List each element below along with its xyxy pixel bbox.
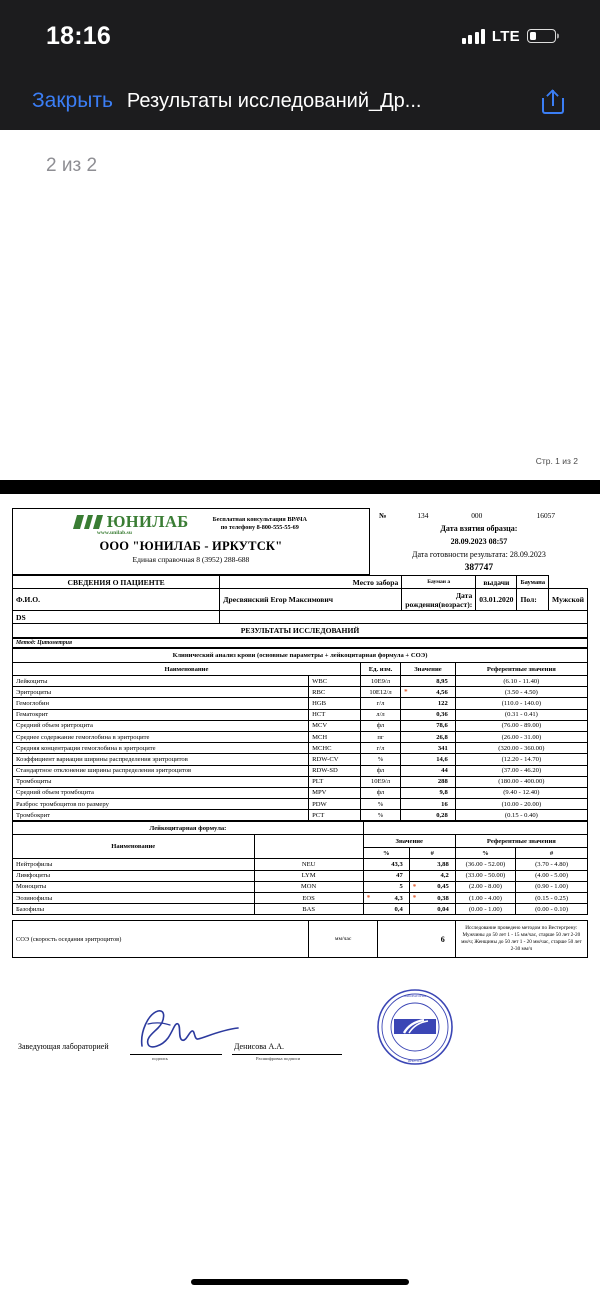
company-name: ООО "ЮНИЛАБ - ИРКУТСК" — [99, 539, 283, 553]
page-counter: 2 из 2 — [46, 155, 98, 176]
leuko-row-pct — [363, 904, 409, 915]
ds-value — [220, 611, 588, 624]
leuko-row-abs — [409, 881, 455, 892]
row-label: Гематокрит — [13, 709, 309, 720]
row-label: Гемоглобин — [13, 698, 309, 709]
row-unit: 10E9/л — [360, 676, 400, 687]
report-header — [12, 508, 588, 575]
row-value-text: 0,36 — [436, 711, 448, 719]
table-row — [13, 731, 588, 742]
row-value-text: 4,56 — [436, 688, 448, 696]
ds-label: DS — [13, 611, 220, 624]
leuko-row-abbr: EOS — [254, 893, 363, 904]
patient-section-title: СВЕДЕНИЯ О ПАЦИЕНТЕ — [13, 576, 220, 589]
leuko-row-ref-pct: (0.00 - 1.00) — [455, 904, 515, 915]
place-label: Место забора — [220, 576, 402, 589]
row-abbr: PDW — [309, 799, 361, 810]
logo-website: www.unilab.su — [96, 530, 132, 536]
row-abbr: RBC — [309, 687, 361, 698]
signature-area — [12, 976, 588, 1086]
row-reference: (110.0 - 140.0) — [455, 698, 587, 709]
panel-title: Клинический анализ крови (основные параметры + лейкоцитарная формула + СОЭ) — [13, 649, 588, 663]
leuko-sub-ref-pct: % — [455, 848, 515, 859]
results-section-title: РЕЗУЛЬТАТЫ ИССЛЕДОВАНИЙ — [13, 624, 588, 638]
leuko-row-ref-abs: (0.00 - 0.10) — [516, 904, 588, 915]
esr-reference: Исследование проведено методом по Вестергрену: Мужчины до 50 лет 1 - 15 мм/час, старше 50 лет 2-20 мм/ч; Женщины до 50 лет 1 - 20 мм/час, старше 50 лет 2-30 мм/ч — [455, 921, 587, 958]
blood-results-table — [12, 648, 588, 821]
row-value — [401, 754, 456, 765]
row-abbr: HGB — [309, 698, 361, 709]
esr-unit: мм/час — [309, 921, 378, 958]
signer-name-caption: Расшифровка подписи — [256, 1056, 301, 1062]
leuko-row-ref-pct: (1.00 - 4.00) — [455, 893, 515, 904]
esr-table — [12, 920, 588, 958]
leuko-row-abbr: BAS — [254, 904, 363, 915]
leuko-sub-abs: # — [409, 848, 455, 859]
col-header-name: Наименование — [13, 663, 361, 676]
signer-name-line — [232, 1054, 342, 1055]
order-num-label: № — [379, 510, 387, 520]
order-num-part2: 000 — [471, 510, 483, 520]
row-label: Тромбоциты — [13, 776, 309, 787]
table-row — [13, 765, 588, 776]
logo-row — [17, 512, 365, 536]
row-unit: л/л — [360, 709, 400, 720]
row-label: Средний объем тромбоцита — [13, 787, 309, 798]
cellular-bars-icon — [462, 29, 485, 44]
row-unit: % — [360, 754, 400, 765]
row-label: Эритроциты — [13, 687, 309, 698]
row-value — [401, 810, 456, 821]
row-reference: (0.31 - 0.41) — [455, 709, 587, 720]
row-value-text: 288 — [437, 778, 448, 786]
row-value — [401, 676, 456, 687]
row-abbr: WBC — [309, 676, 361, 687]
leuko-row-abs-text: 0,45 — [437, 883, 449, 891]
svg-text:ИРКУТСК: ИРКУТСК — [407, 1059, 423, 1064]
table-row — [13, 893, 588, 904]
row-unit: 10E12/л — [360, 687, 400, 698]
row-unit: г/л — [360, 743, 400, 754]
row-label: Среднее содержание гемоглобина в эритроците — [13, 731, 309, 742]
signature-line — [130, 1054, 222, 1055]
row-reference: (37.00 - 46.20) — [455, 765, 587, 776]
document-title: Результаты исследований_Др... — [126, 89, 422, 112]
row-label: Разброс тромбоцитов по размеру — [13, 799, 309, 810]
leuko-row-label: Лимфоциты — [13, 870, 255, 881]
table-row — [13, 859, 588, 870]
row-value — [401, 765, 456, 776]
out-of-range-flag: * — [404, 688, 408, 697]
status-time: 18:16 — [46, 21, 111, 50]
leuko-row-pct-text: 47 — [396, 872, 403, 880]
lab-report-page[interactable] — [0, 494, 600, 1086]
row-label: Тромбокрит — [13, 810, 309, 821]
row-abbr: RDW-CV — [309, 754, 361, 765]
leuko-row-abs — [409, 859, 455, 870]
row-label: Лейкоциты — [13, 676, 309, 687]
issue-label: выдачи — [476, 576, 517, 589]
hotline-text: Единая справочная 8 (3952) 288-688 — [132, 555, 250, 564]
row-value-text: 341 — [437, 744, 448, 752]
pdf-viewer-blank-area[interactable] — [0, 130, 600, 480]
ios-status-bar — [0, 0, 600, 72]
row-abbr: MPV — [309, 787, 361, 798]
leuko-row-abbr: LYM — [254, 870, 363, 881]
birth-label: Дата рождения(возраст): — [402, 589, 476, 611]
leuko-row-ref-abs: (0.90 - 1.00) — [516, 881, 588, 892]
row-value — [401, 731, 456, 742]
leuko-col-abbr — [254, 835, 363, 859]
row-value — [401, 720, 456, 731]
leuko-row-pct-text: 4,3 — [394, 894, 403, 902]
leuko-row-pct-text: 5 — [399, 883, 403, 891]
row-value-text: 9,8 — [439, 789, 448, 797]
previous-page-footer: Стр. 1 из 2 — [535, 456, 578, 466]
row-value — [401, 799, 456, 810]
row-abbr: MCHC — [309, 743, 361, 754]
leuko-row-ref-abs: (4.00 - 5.00) — [516, 870, 588, 881]
page-separator — [0, 480, 600, 494]
table-row — [13, 709, 588, 720]
leuko-row-abs — [409, 893, 455, 904]
row-value — [401, 687, 456, 698]
battery-icon — [527, 29, 556, 43]
leuko-row-abbr: NEU — [254, 859, 363, 870]
row-abbr: HCT — [309, 709, 361, 720]
esr-name: СОЭ (скорость оседания эритроцитов) — [13, 921, 309, 958]
signer-name: Денисова А.А. — [234, 1042, 284, 1052]
row-reference: (3.50 - 4.50) — [455, 687, 587, 698]
leuko-col-value: Значение — [363, 835, 455, 848]
order-info-cell — [369, 509, 588, 575]
table-row — [13, 881, 588, 892]
row-value — [401, 776, 456, 787]
row-abbr: MCV — [309, 720, 361, 731]
row-reference: (76.00 - 89.00) — [455, 720, 587, 731]
table-row — [13, 754, 588, 765]
row-label: Коэффициент вариации ширины распределения эритроцитов — [13, 754, 309, 765]
leuko-title-spacer — [363, 822, 587, 835]
table-row — [13, 799, 588, 810]
ready-date-label: Дата готовности результата: 28.09.2023 — [411, 549, 546, 559]
official-stamp-icon — [376, 988, 454, 1066]
leuko-row-label: Базофилы — [13, 904, 255, 915]
leuko-row-abs-text: 4,2 — [440, 872, 449, 880]
leuko-row-pct — [363, 893, 409, 904]
row-reference: (0.15 - 0.40) — [455, 810, 587, 821]
leuko-row-pct — [363, 870, 409, 881]
row-unit: 10E9/л — [360, 776, 400, 787]
method-text: Метод: Цитометрия — [13, 639, 588, 648]
leuko-row-ref-pct: (2.00 - 8.00) — [455, 881, 515, 892]
row-value-text: 8,95 — [436, 677, 448, 685]
method-table — [12, 638, 588, 648]
row-unit: фл — [360, 720, 400, 731]
row-value-text: 122 — [437, 699, 448, 707]
order-num-part1: 134 — [417, 510, 429, 520]
leuko-row-abs — [409, 904, 455, 915]
leuko-sub-pct: % — [363, 848, 409, 859]
row-value-text: 16 — [441, 800, 448, 808]
order-num-part3: 16057 — [536, 510, 556, 520]
row-unit: пг — [360, 731, 400, 742]
leuko-row-ref-pct: (36.00 - 52.00) — [455, 859, 515, 870]
battery-fill — [530, 32, 536, 41]
svg-text:ЛАБОРАТОРИЯ: ЛАБОРАТОРИЯ — [403, 994, 427, 999]
leuko-row-label: Эозинофилы — [13, 893, 255, 904]
table-row — [13, 810, 588, 821]
col-header-value: Значение — [401, 663, 456, 676]
row-reference: (12.20 - 14.70) — [455, 754, 587, 765]
row-abbr: MCH — [309, 731, 361, 742]
row-label: Средний объем эритроцита — [13, 720, 309, 731]
leuko-row-pct-text: 0,4 — [394, 905, 403, 913]
leuko-row-abs — [409, 870, 455, 881]
signer-position: Заведующая лабораторией — [18, 1042, 109, 1052]
unilab-logo-icon — [73, 515, 103, 529]
row-unit: фл — [360, 765, 400, 776]
leuko-row-ref-abs: (0.15 - 0.25) — [516, 893, 588, 904]
leuko-row-abbr: MON — [254, 881, 363, 892]
sex-label: Пол: — [517, 589, 549, 611]
row-reference: (6.10 - 11.40) — [455, 676, 587, 687]
row-reference: (9.40 - 12.40) — [455, 787, 587, 798]
row-value — [401, 698, 456, 709]
leuko-row-label: Нейтрофилы — [13, 859, 255, 870]
row-abbr: RDW-SD — [309, 765, 361, 776]
promo-line-1: Бесплатная консультация ВРАЧА — [212, 515, 307, 523]
row-label: Средняя концентрация гемоглобина в эритроците — [13, 743, 309, 754]
leukocyte-formula-table — [12, 821, 588, 915]
status-indicators — [462, 28, 556, 45]
leuko-col-reference: Референтные значения — [455, 835, 587, 848]
col-header-unit: Ед. изм. — [360, 663, 400, 676]
order-dates-table — [370, 522, 588, 575]
leuko-row-pct-text: 43,3 — [391, 861, 403, 869]
leuko-row-abs-text: 0,38 — [437, 894, 449, 902]
logo-wordmark: ЮНИЛАБ — [106, 512, 189, 531]
leuko-sub-ref-abs: # — [516, 848, 588, 859]
row-reference: (26.00 - 31.00) — [455, 731, 587, 742]
leuko-row-ref-abs: (3.70 - 4.80) — [516, 859, 588, 870]
table-row — [13, 787, 588, 798]
share-icon[interactable] — [542, 88, 564, 114]
row-reference: (10.00 - 20.00) — [455, 799, 587, 810]
leuko-title: Лейкоцитарная формула: — [13, 822, 364, 835]
order-number-table — [370, 509, 588, 522]
row-value-text: 26,8 — [436, 733, 448, 741]
lab-branding-cell — [13, 509, 370, 575]
leuko-col-name: Наименование — [13, 835, 255, 859]
row-reference: (320.00 - 360.00) — [455, 743, 587, 754]
row-value-text: 0,28 — [436, 811, 448, 819]
col-header-reference: Референтные значения — [455, 663, 587, 676]
out-of-range-flag: * — [366, 894, 371, 903]
promo-line-2: по телефону 8-800-555-55-69 — [220, 524, 299, 531]
row-label: Стандартное отклонение ширины распределения эритроцитов — [13, 765, 309, 776]
birth-value: 03.01.2020 — [476, 589, 517, 611]
row-value-text: 14,6 — [436, 755, 448, 763]
esr-value: 6 — [378, 921, 456, 958]
sex-value: Мужской — [549, 589, 588, 611]
close-button[interactable]: Закрыть — [32, 89, 113, 112]
issue-value: Баумана — [517, 576, 549, 589]
row-value-text: 44 — [441, 767, 448, 775]
leuko-row-abs-text: 3,88 — [437, 861, 449, 869]
table-row — [13, 776, 588, 787]
row-unit: % — [360, 799, 400, 810]
barcode-number: 387747 — [464, 562, 494, 573]
sample-date-label: Дата взятия образца: — [440, 523, 518, 533]
table-row — [13, 904, 588, 915]
network-type-label: LTE — [491, 27, 520, 45]
row-value-text: 78,6 — [436, 722, 448, 730]
leuko-row-ref-pct: (33.00 - 50.00) — [455, 870, 515, 881]
table-row — [13, 870, 588, 881]
leuko-row-pct — [363, 859, 409, 870]
home-indicator — [191, 1279, 409, 1285]
table-row — [13, 743, 588, 754]
row-unit: фл — [360, 787, 400, 798]
row-abbr: PCT — [309, 810, 361, 821]
leuko-row-abs-text: 0,04 — [437, 905, 449, 913]
row-value — [401, 709, 456, 720]
row-value — [401, 743, 456, 754]
sample-date-value: 28.09.2023 08:57 — [450, 536, 508, 546]
navigation-bar — [0, 72, 600, 130]
fio-label: Ф.И.О. — [13, 589, 220, 611]
patient-info-table — [12, 575, 588, 638]
out-of-range-flag: * — [412, 883, 417, 892]
fio-value: Дресвянский Егор Максимович — [220, 589, 402, 611]
table-row — [13, 720, 588, 731]
row-unit: % — [360, 810, 400, 821]
table-row — [13, 676, 588, 687]
leuko-row-pct — [363, 881, 409, 892]
row-reference: (180.00 - 400.00) — [455, 776, 587, 787]
row-abbr: PLT — [309, 776, 361, 787]
table-row — [13, 698, 588, 709]
row-value — [401, 787, 456, 798]
out-of-range-flag: * — [412, 894, 417, 903]
leuko-row-label: Моноциты — [13, 881, 255, 892]
handwritten-signature — [134, 998, 244, 1056]
row-unit: г/л — [360, 698, 400, 709]
signature-caption: подпись — [152, 1056, 169, 1062]
table-row — [13, 687, 588, 698]
place-value: Бауман а — [402, 576, 476, 589]
